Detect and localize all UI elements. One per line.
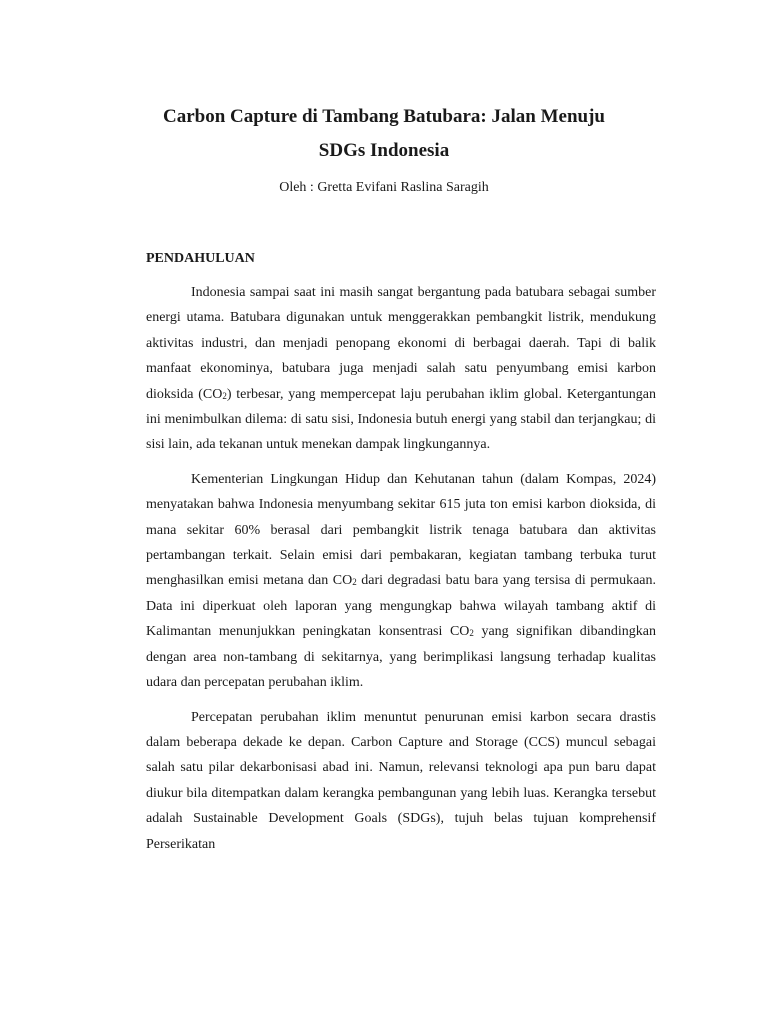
body-text bbox=[146, 280, 656, 866]
paragraph-1 bbox=[146, 280, 656, 458]
co2-formula: $CO_2$ bbox=[449, 624, 474, 640]
document-title bbox=[140, 100, 628, 168]
co2-formula: $CO_2$ bbox=[332, 573, 357, 589]
paragraph-2-text-c: yang signifikan dibandingkan dengan area non-tambang di sekitarnya, yang berimplikasi langsung terhadap kualitas udara dan percepatan perubahan iklim. bbox=[146, 624, 656, 691]
paragraph-1-text-a: Indonesia sampai saat ini masih sangat bergantung pada batubara sebagai sumber energi utama. Batubara digunakan untuk menggerakkan pembangkit listrik, mendukung aktivitas industri, dan menjadi penopang ekonomi di berbagai daerah. Tapi di balik manfaat ekonominya, batubara juga menjadi salah satu penyumbang emisi karbon dioksida ( bbox=[146, 285, 656, 402]
co2-formula: $CO_2$ bbox=[202, 386, 227, 402]
paragraph-3 bbox=[146, 705, 656, 857]
document-title-line-1: Carbon Capture di Tambang Batubara: Jalan Menuju bbox=[162, 106, 606, 127]
document-title-line-2: SDGs Indonesia bbox=[318, 140, 450, 161]
author-line: Oleh : Gretta Evifani Raslina Saragih bbox=[279, 180, 489, 195]
paragraph-2-text-a: Kementerian Lingkungan Hidup dan Kehutanan tahun (dalam Kompas, 2024) menyatakan bahwa Indonesia menyumbang sekitar 615 juta ton emisi karbon dioksida, di mana sekitar 60% berasal dari pembangkit listrik tenaga batubara dan aktivitas pertambangan terkait. Selain emisi dari pembakaran, kegiatan tambang terbuka turut menghasilkan emisi metana dan bbox=[146, 471, 656, 589]
section-heading: PENDAHULUAN bbox=[146, 251, 255, 266]
paragraph-2-text-b: dari degradasi batu bara yang tersisa di permukaan. Data ini diperkuat oleh laporan yang mengungkap bahwa wilayah tambang aktif di Kalimantan menunjukkan peningkatan konsentrasi bbox=[146, 573, 656, 640]
paragraph-1-text-b: ) terbesar, yang mempercepat laju perubahan iklim global. Ketergantungan ini menimbulkan dilema: di satu sisi, Indonesia butuh energi yang stabil dan terjangkau; di sisi lain, ada tekanan untuk menekan dampak lingkungannya. bbox=[146, 386, 656, 453]
paragraph-3-text-a: Percepatan perubahan iklim menuntut penurunan emisi karbon secara drastis dalam beberapa dekade ke depan. Carbon Capture and Storage (CCS) muncul sebagai salah satu pilar dekarbonisasi abad ini. Namun, relevansi teknologi apa pun baru dapat diukur bila ditempatkan dalam kerangka pembangunan yang lebih luas. Kerangka tersebut adalah Sustainable Development Goals (SDGs), tujuh belas tujuan komprehensif Perserikatan bbox=[146, 709, 656, 852]
paragraph-2 bbox=[146, 467, 656, 696]
